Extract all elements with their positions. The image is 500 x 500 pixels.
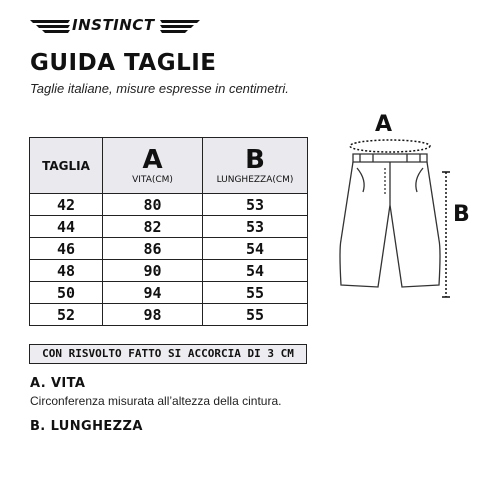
section-title-lunghezza: B. LUNGHEZZA [30,419,143,434]
size-table [29,137,308,326]
table-row [30,260,308,282]
cell-lunghezza: 54 [203,238,308,260]
header-vita-letter: A [142,144,163,175]
cell-lunghezza: 55 [203,282,308,304]
hem-note: CON RISVOLTO FATTO SI ACCORCIA DI 3 CM [29,344,307,364]
waist-measure-line [350,140,430,152]
brand-logo [30,14,200,36]
waist-label: A [375,112,393,137]
cell-vita: 80 [103,194,203,216]
cell-lunghezza: 53 [203,194,308,216]
table-row [30,304,308,326]
brand-name: INSTINCT [72,16,155,34]
length-label: B [453,202,470,227]
page-subtitle: Taglie italiane, misure espresse in centimetri. [30,81,289,96]
cell-vita: 82 [103,216,203,238]
section-desc-vita: Circonferenza misurata all’altezza della cintura. [30,394,282,408]
header-vita-label: VITA(CM) [132,174,173,185]
cell-lunghezza: 54 [203,260,308,282]
cell-taglia: 50 [30,282,103,304]
section-title-vita: A. VITA [30,376,86,391]
cell-taglia: 46 [30,238,103,260]
header-lunghezza-label: LUNGHEZZA(CM) [216,174,294,185]
table-row [30,194,308,216]
header-lunghezza [203,138,308,194]
shorts-diagram [315,110,500,305]
page-title: GUIDA TAGLIE [30,50,217,76]
table-row [30,216,308,238]
cell-taglia: 52 [30,304,103,326]
cell-lunghezza: 53 [203,216,308,238]
header-taglia: TAGLIA [30,138,103,194]
cell-vita: 94 [103,282,203,304]
cell-vita: 98 [103,304,203,326]
shorts-icon [315,110,500,305]
cell-vita: 86 [103,238,203,260]
cell-taglia: 48 [30,260,103,282]
cell-vita: 90 [103,260,203,282]
length-measure-line [442,172,450,297]
table-header-row [30,138,308,194]
table-row [30,282,308,304]
cell-taglia: 44 [30,216,103,238]
cell-lunghezza: 55 [203,304,308,326]
cell-taglia: 42 [30,194,103,216]
table-row [30,238,308,260]
header-vita [103,138,203,194]
header-lunghezza-letter: B [245,144,265,175]
